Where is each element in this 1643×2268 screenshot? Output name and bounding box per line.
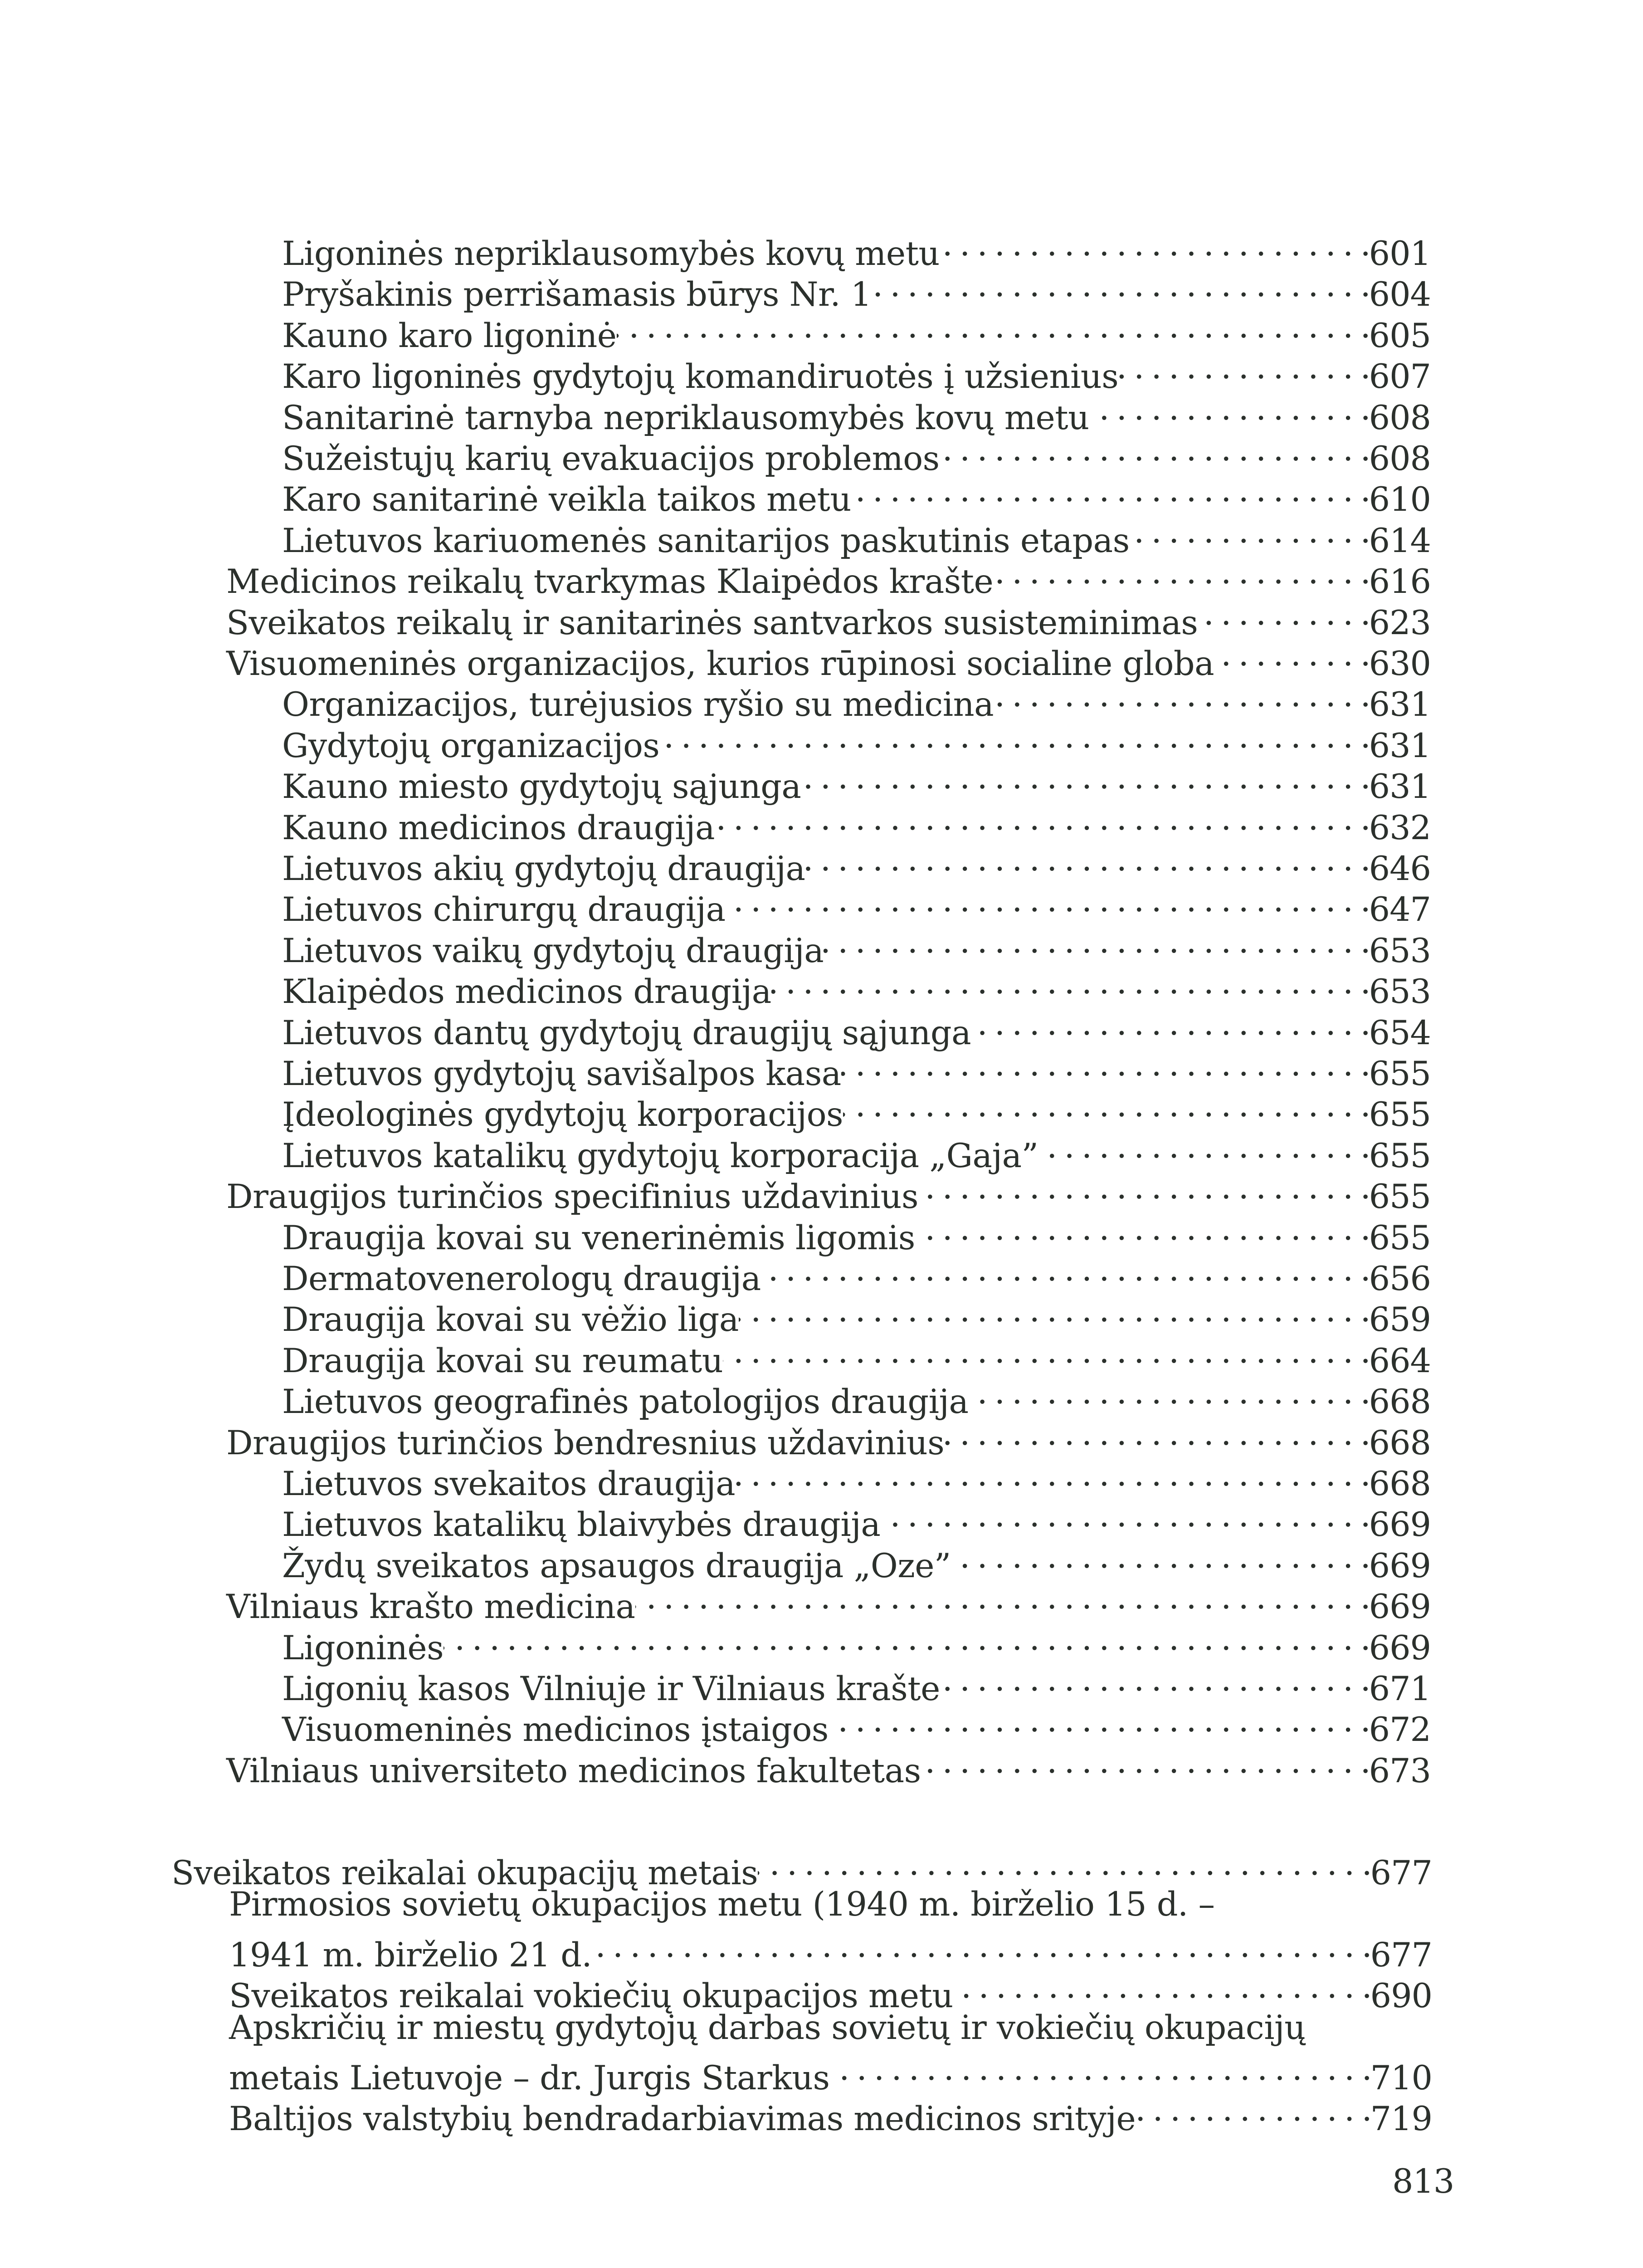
toc-entry-subsection[interactable]: [282, 1249, 1431, 1298]
dot-leader: [918, 1167, 1369, 1208]
toc-entry-title: Ligoninės: [282, 1629, 444, 1667]
toc-entry-subsection[interactable]: [282, 921, 1431, 970]
toc-entry-title: Lietuvos chirurgų draugija: [282, 890, 726, 929]
toc-entry-title: Kauno karo ligoninė: [282, 317, 617, 355]
toc-entry-page: 608: [1369, 399, 1431, 437]
dot-leader: [830, 2048, 1370, 2089]
toc-entry-title: Sveikatos reikalai vokiečių okupacijos metu: [229, 1977, 953, 2015]
toc-entry-page: 653: [1369, 932, 1431, 970]
toc-entry-page: 668: [1369, 1383, 1431, 1421]
toc-entry-page: 655: [1369, 1095, 1431, 1134]
toc-entry-title: Organizacijos, turėjusios ryšio su medicina: [282, 685, 994, 724]
toc-entry-chapter[interactable]: [226, 1577, 1431, 1626]
dot-leader: [726, 880, 1369, 921]
dot-leader: [635, 1577, 1369, 1618]
toc-entry-title: Apskričių ir miestų gydytojų darbas sovietų ir vokiečių okupacijų: [229, 2009, 1306, 2047]
dot-leader: [940, 1659, 1369, 1700]
toc-entry-title: Baltijos valstybių bendradarbiavimas medicinos srityje: [229, 2100, 1136, 2138]
dot-leader: [715, 798, 1369, 839]
toc-entry-title: Įdeologinės gydytojų korporacijos: [282, 1095, 843, 1134]
toc-entry-subsection[interactable]: [282, 1126, 1431, 1175]
dot-leader: [801, 757, 1369, 798]
toc-entry-subsection[interactable]: [282, 962, 1431, 1011]
toc-entry-subsection[interactable]: [282, 511, 1431, 560]
dot-leader: [1198, 593, 1369, 634]
toc-entry-title: Ligoninės nepriklausomybės kovų metu: [282, 235, 940, 273]
toc-entry-title: Karo sanitarinė veikla taikos metu: [282, 480, 851, 519]
dot-leader: [829, 1700, 1369, 1741]
toc-entry-subsection[interactable]: [282, 347, 1431, 396]
toc-entry-page: 614: [1369, 522, 1431, 560]
toc-entry-title: Draugija kovai su venerinėmis ligomis: [282, 1219, 915, 1257]
toc-entry-subsection[interactable]: [282, 1331, 1431, 1380]
toc-entry-title: Visuomeninės medicinos įstaigos: [282, 1711, 829, 1749]
toc-entry-subsection[interactable]: [282, 1536, 1431, 1585]
toc-entry-subsection[interactable]: [282, 1700, 1431, 1749]
toc-entry-chapter[interactable]: [171, 1843, 1432, 1892]
toc-entry-page: 710: [1370, 2059, 1432, 2097]
toc-entry-title: Karo ligoninės gydytojų komandiruotės į užsienius: [282, 357, 1119, 396]
toc-entry-subsection[interactable]: [282, 1290, 1431, 1339]
toc-entry-page: 677: [1370, 1936, 1432, 1975]
dot-leader: [915, 1208, 1369, 1249]
dot-leader: [1130, 511, 1369, 552]
dot-leader: [824, 921, 1369, 962]
toc-entry-subsection[interactable]: [282, 224, 1431, 273]
toc-entry-page: 631: [1369, 727, 1431, 765]
dot-leader: [951, 1536, 1369, 1577]
dot-leader: [617, 306, 1369, 347]
toc-entry-chapter[interactable]: [226, 552, 1431, 601]
toc-entry-page: 669: [1369, 1547, 1431, 1585]
toc-entry-page: 655: [1369, 1137, 1431, 1175]
toc-entry-title: Lietuvos geografinės patologijos draugija: [282, 1383, 969, 1421]
toc-entry-title: Lietuvos katalikų blaivybės draugija: [282, 1505, 881, 1544]
dot-leader: [1038, 1126, 1369, 1167]
toc-entry-page: 659: [1369, 1300, 1431, 1339]
toc-entry-subsection[interactable]: [282, 1044, 1431, 1093]
toc-entry-title: Vilniaus universiteto medicinos fakultetas: [226, 1752, 921, 1790]
toc-entry-page: 653: [1369, 973, 1431, 1011]
toc-entry-page: 631: [1369, 685, 1431, 724]
toc-entry-subsection[interactable]: [282, 757, 1431, 806]
toc-entry-title: Lietuvos gydytojų savišalpos kasa: [282, 1055, 841, 1093]
toc-entry-subsection[interactable]: [282, 798, 1431, 847]
toc-entry-subsection[interactable]: [282, 388, 1431, 437]
toc-entry-page: 608: [1369, 440, 1431, 478]
dot-leader: [841, 1044, 1369, 1085]
toc-entry-title: Draugijos turinčios specifinius uždavinius: [226, 1178, 918, 1216]
toc-entry-page: 655: [1369, 1219, 1431, 1257]
toc-entry-page: 632: [1369, 809, 1431, 847]
toc-entry-title: Dermatovenerologų draugija: [282, 1260, 761, 1298]
toc-entry-chapter[interactable]: [226, 1167, 1431, 1216]
toc-entry-title: Draugija kovai su vėžio liga: [282, 1300, 739, 1339]
dot-leader: [659, 716, 1369, 757]
toc-entry-page: 673: [1369, 1752, 1431, 1790]
dot-leader: [1089, 388, 1369, 429]
toc-entry-chapter[interactable]: [226, 1741, 1431, 1790]
toc-entry-page: 616: [1369, 562, 1431, 601]
toc-entry-title: Vilniaus krašto medicina: [226, 1588, 635, 1626]
toc-entry-title: Draugija kovai su reumatu: [282, 1342, 723, 1380]
toc-entry-title: Lietuvos katalikų gydytojų korporacija „Gaja”: [282, 1137, 1038, 1175]
dot-leader: [940, 224, 1369, 265]
toc-entry-subsection[interactable]: [229, 1926, 1432, 1975]
toc-entry-page: 610: [1369, 480, 1431, 519]
toc-entry-subsection[interactable]: [229, 1884, 1432, 1925]
toc-entry-subsection[interactable]: [282, 1085, 1431, 1134]
toc-entry-page: 669: [1369, 1505, 1431, 1544]
dot-leader: [880, 1495, 1369, 1536]
dot-leader: [953, 1966, 1370, 2007]
toc-entry-page: 668: [1369, 1465, 1431, 1503]
dot-leader: [592, 1926, 1370, 1966]
dot-leader: [940, 429, 1369, 470]
toc-entry-title: Sveikatos reikalų ir sanitarinės santvarkos susisteminimas: [226, 604, 1198, 642]
dot-leader: [971, 1003, 1369, 1044]
dot-leader: [1136, 2089, 1370, 2130]
toc-entry-title: Visuomeninės organizacijos, kurios rūpinosi socialine globa: [226, 645, 1214, 683]
toc-entry-title: Pirmosios sovietų okupacijos metu (1940 m. birželio 15 d. –: [229, 1885, 1215, 1924]
toc-entry-page: 664: [1369, 1342, 1431, 1380]
toc-entry-subsection[interactable]: [282, 716, 1431, 765]
toc-entry-subsection[interactable]: [229, 2008, 1432, 2048]
toc-entry-page: 630: [1369, 645, 1431, 683]
toc-entry-page: 669: [1369, 1629, 1431, 1667]
toc-entry-page: 646: [1369, 850, 1431, 888]
dot-leader: [805, 839, 1369, 880]
dot-leader: [994, 675, 1369, 716]
toc-entry-title: Sveikatos reikalai okupacijų metais: [171, 1854, 758, 1892]
toc-entry-title: Kauno miesto gydytojų sąjunga: [282, 767, 801, 806]
toc-entry-title: Draugijos turinčios bendresnius uždavinius: [226, 1424, 945, 1462]
toc-entry-subsection[interactable]: [229, 1966, 1432, 2015]
toc-entry-page: 690: [1370, 1977, 1432, 2015]
toc-entry-page: 623: [1369, 604, 1431, 642]
toc-entry-subsection[interactable]: [282, 429, 1431, 478]
toc-entry-title: Lietuvos akių gydytojų draugija: [282, 850, 805, 888]
toc-entry-page: 669: [1369, 1588, 1431, 1626]
toc-entry-title: Lietuvos dantų gydytojų draugijų sąjunga: [282, 1014, 971, 1052]
toc-entry-chapter[interactable]: [226, 634, 1431, 683]
toc-entry-page: 672: [1369, 1711, 1431, 1749]
toc-entry-subsection[interactable]: [282, 265, 1431, 314]
toc-entry-title: Lietuvos kariuomenės sanitarijos paskutinis etapas: [282, 522, 1130, 560]
toc-entry-title: Medicinos reikalų tvarkymas Klaipėdos krašte: [226, 562, 994, 601]
toc-entry-subsection[interactable]: [282, 675, 1431, 724]
dot-leader: [921, 1741, 1369, 1782]
dot-leader: [851, 470, 1369, 511]
dot-leader: [771, 962, 1369, 1003]
toc-entry-title: Žydų sveikatos apsaugos draugija „Oze”: [282, 1547, 951, 1585]
toc-entry-page: 604: [1369, 275, 1431, 314]
toc-entry-subsection[interactable]: [282, 1372, 1431, 1421]
toc-entry-subsection[interactable]: [282, 470, 1431, 519]
toc-entry-page: 654: [1369, 1014, 1431, 1052]
toc-entry-subsection[interactable]: [229, 2048, 1432, 2097]
dot-leader: [444, 1618, 1369, 1659]
toc-entry-title: Sužeistųjų karių evakuacijos problemos: [282, 440, 940, 478]
toc-entry-title: Gydytojų organizacijos: [282, 727, 660, 765]
toc-entry-subsection[interactable]: [282, 1003, 1431, 1052]
toc-entry-title: Kauno medicinos draugija: [282, 809, 715, 847]
toc-entry-page: 656: [1369, 1260, 1431, 1298]
toc-entry-title: 1941 m. birželio 21 d.: [229, 1936, 592, 1975]
toc-entry-subsection[interactable]: [282, 880, 1431, 929]
dot-leader: [843, 1085, 1369, 1126]
toc-entry-title: Klaipėdos medicinos draugija: [282, 973, 771, 1011]
toc-entry-subsection[interactable]: [282, 1454, 1431, 1503]
toc-entry-page: 719: [1370, 2100, 1432, 2138]
dot-leader: [1118, 347, 1369, 388]
toc-entry-page: 655: [1369, 1178, 1431, 1216]
toc-entry-page: 677: [1370, 1854, 1432, 1892]
dot-leader: [872, 265, 1369, 306]
toc-entry-subsection[interactable]: [229, 2089, 1432, 2138]
toc-entry-page: 671: [1369, 1670, 1431, 1708]
toc-entry-title: Ligonių kasos Vilniuje ir Vilniaus krašte: [282, 1670, 940, 1708]
toc-entry-title: Pryšakinis perrišamasis būrys Nr. 1: [282, 275, 872, 314]
toc-entry-page: 647: [1369, 890, 1431, 929]
toc-entry-page: 655: [1369, 1055, 1431, 1093]
dot-leader: [735, 1454, 1369, 1495]
dot-leader: [739, 1290, 1369, 1331]
toc-entry-page: 631: [1369, 767, 1431, 806]
toc-entry-chapter[interactable]: [226, 1413, 1431, 1462]
toc-entry-page: 605: [1369, 317, 1431, 355]
toc-entry-page: 601: [1369, 235, 1431, 273]
toc-entry-title: Sanitarinė tarnyba nepriklausomybės kovų metu: [282, 399, 1089, 437]
dot-leader: [723, 1331, 1369, 1372]
toc-entry-subsection[interactable]: [282, 1208, 1431, 1257]
dot-leader: [944, 1413, 1369, 1454]
dot-leader: [969, 1372, 1369, 1413]
page-number: 813: [1392, 2162, 1454, 2201]
toc-entry-subsection[interactable]: [282, 1618, 1431, 1667]
toc-entry-title: Lietuvos vaikų gydytojų draugija: [282, 932, 824, 970]
dot-leader: [761, 1249, 1369, 1290]
toc-entry-title: Lietuvos svekaitos draugija: [282, 1465, 736, 1503]
dot-leader: [1214, 634, 1369, 675]
toc-entry-subsection[interactable]: [282, 306, 1431, 355]
toc-entry-subsection[interactable]: [282, 1495, 1431, 1544]
toc-entry-subsection[interactable]: [282, 839, 1431, 888]
dot-leader: [758, 1843, 1370, 1884]
toc-entry-page: 607: [1369, 357, 1431, 396]
toc-entry-page: 668: [1369, 1424, 1431, 1462]
dot-leader: [993, 552, 1369, 593]
toc-entry-chapter[interactable]: [226, 593, 1431, 642]
toc-entry-subsection[interactable]: [282, 1659, 1431, 1708]
toc-entry-title: metais Lietuvoje – dr. Jurgis Starkus: [229, 2059, 830, 2097]
